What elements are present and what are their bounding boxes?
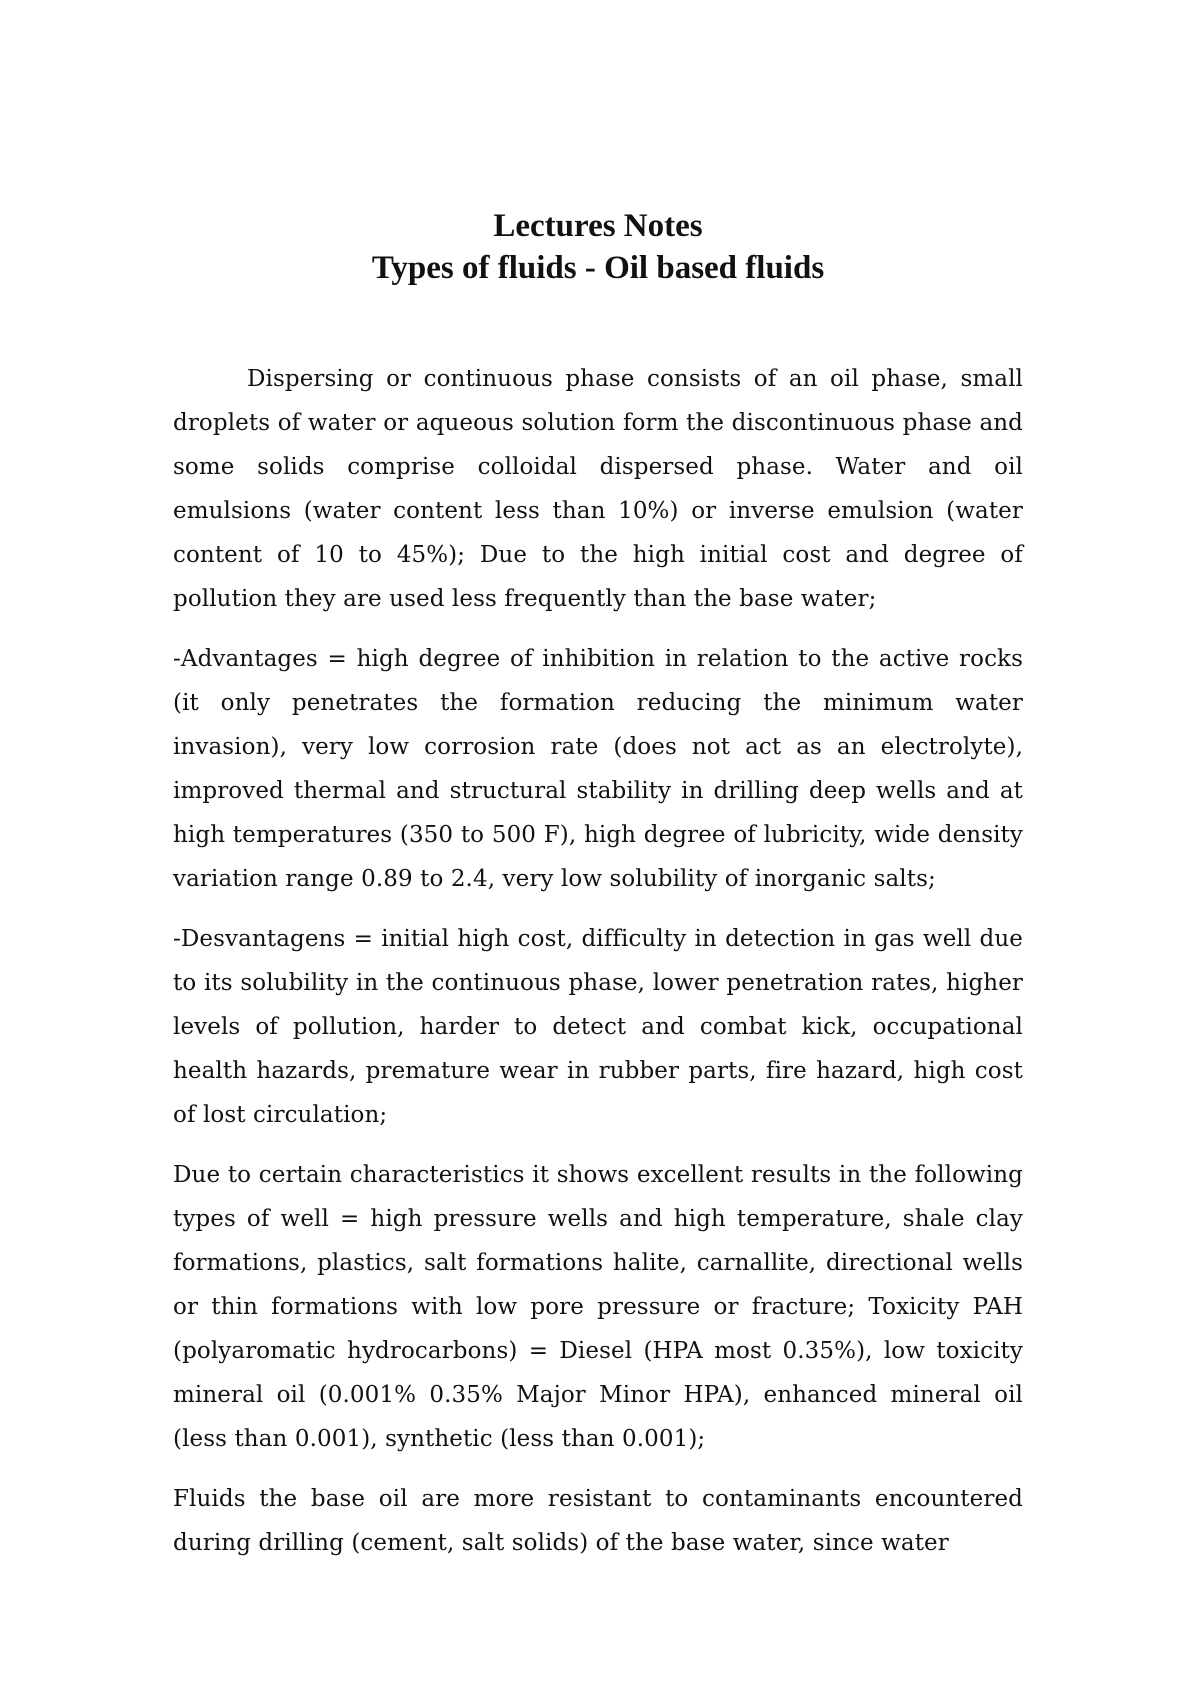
paragraph-advantages: -Advantages = high degree of inhibition in relation to the active rocks (it only penetrates the formation reducing the minimum water invasion), very low corrosion rate (does not act as an electrolyte), improved thermal and structural stability in drilling deep wells and at high temperatures (350 to 500 F), high degree of lubricity, wide density variation range 0.89 to 2.4, very low solubility of inorganic salts; — [173, 646, 1023, 892]
document-title-line-2: Types of fluids - Oil based fluids — [371, 250, 825, 286]
paragraph-disadvantages: -Desvantagens = initial high cost, difficulty in detection in gas well due to its solubility in the continuous phase, lower penetration rates, higher levels of pollution, harder to detect and combat kick, occupational health hazards, premature wear in rubber parts, fire hazard, high cost of lost circulation; — [173, 926, 1023, 1128]
document-page — [173, 205, 1023, 1581]
paragraph-well-types: Due to certain characteristics it shows excellent results in the following types of well = high pressure wells and high temperature, shale clay formations, plastics, salt formations halite, carnallite, directional wells or thin formations with low pore pressure or fracture; Toxicity PAH (polyaromatic hydrocarbons) = Diesel (HPA most 0.35%), low toxicity mineral oil (0.001% 0.35% Major Minor HPA), enhanced mineral oil (less than 0.001), synthetic (less than 0.001); — [173, 1162, 1023, 1452]
title-block — [173, 205, 1023, 289]
paragraph-intro: Dispersing or continuous phase consists of an oil phase, small droplets of water or aqueous solution form the discontinuous phase and some solids comprise colloidal dispersed phase. Water and oil emulsions (water content less than 10%) or inverse emulsion (water content of 10 to 45%); Due to the high initial cost and degree of pollution they are used less frequently than the base water; — [173, 366, 1023, 612]
document-title-line-1: Lectures Notes — [493, 208, 703, 244]
paragraph-contaminants: Fluids the base oil are more resistant to contaminants encountered during drilling (cement, salt solids) of the base water, since water — [173, 1486, 1023, 1556]
